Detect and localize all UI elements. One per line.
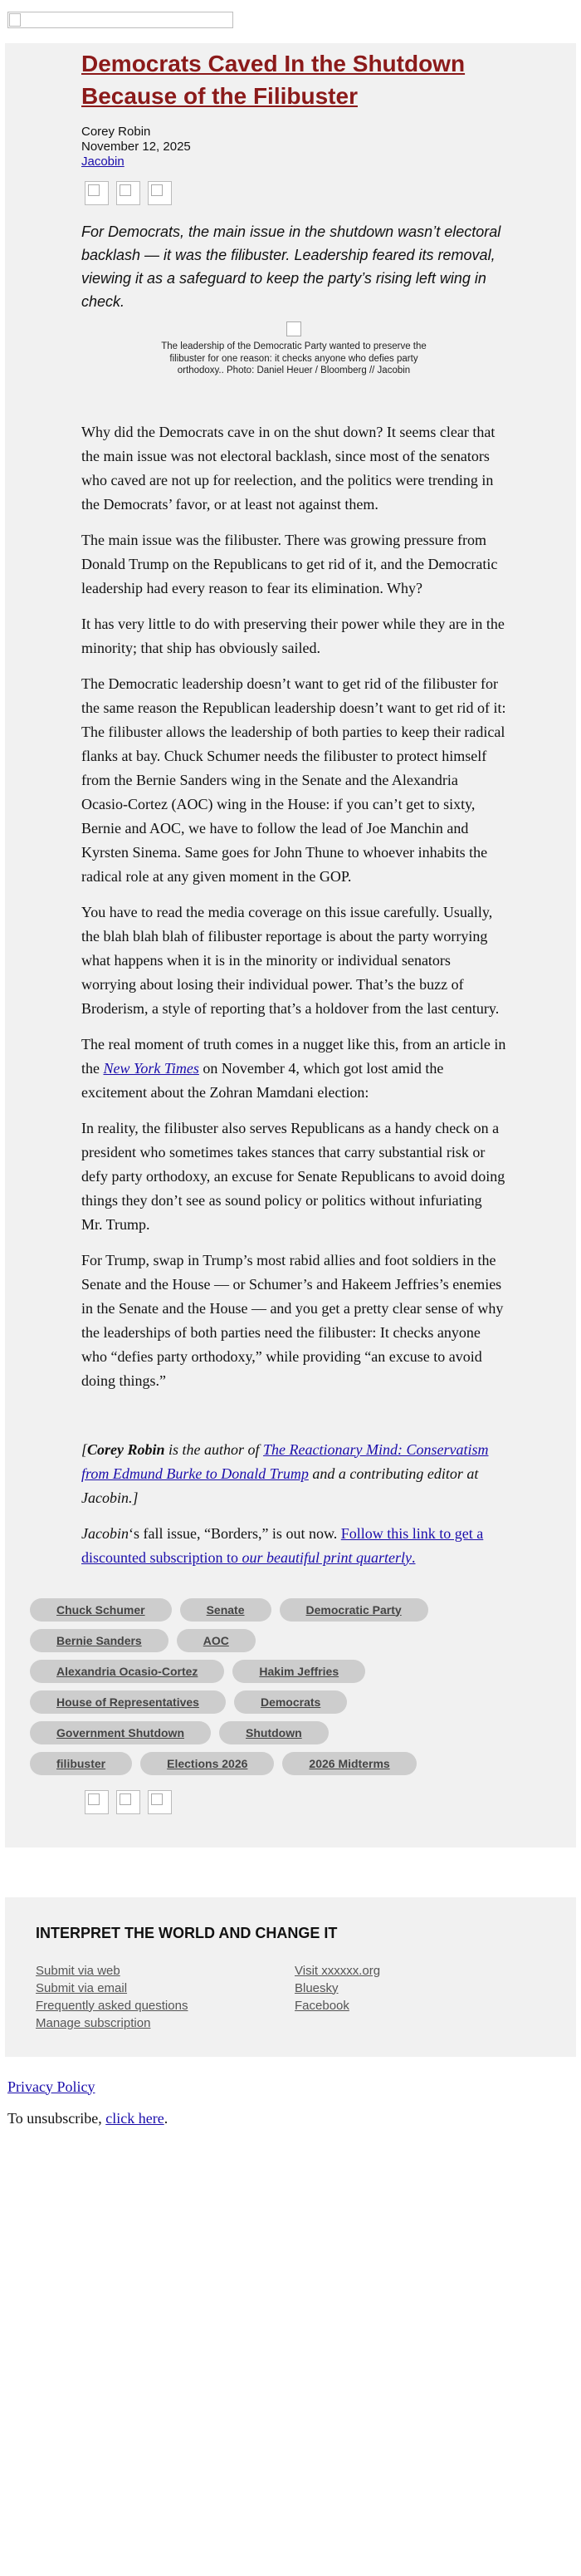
book-link[interactable]: The Reactionary Mind: Conservatism from Edmund Burke to Donald Trump — [81, 1440, 489, 1482]
tag-pill[interactable]: Alexandria Ocasio-Cortez — [30, 1660, 224, 1683]
bio-publication: Jacobin — [81, 1489, 129, 1506]
image-caption: The leadership of the Democratic Party wanted to preserve the filibuster for one reason: it checks anyone who defies party orthodoxy.. Photo: Daniel Heuer / Bloomberg // Jacobin — [161, 341, 427, 375]
paragraph: The Democratic leadership doesn’t want to get rid of the filibuster for the same reason the Republican leadership doesn’t want to get rid of it: The filibuster allows the leadership of both parties to keep their radical flanks at bay. Chuck Schumer needs the filibuster to protect himself from the Bernie Sanders wing in the Senate and the Alexandria Ocasio-Cortez (AOC) wing in the House: if you can’t get to sixty, Bernie and AOC, we have to follow the lead of Joe Manchin and Kyrsten Sinema. Same goes for John Thune to whoever inhabits the radical role at any given moment in the GOP. — [81, 675, 506, 885]
promo-paragraph — [81, 1522, 506, 1570]
paragraph: For Trump, swap in Trump’s most rabid allies and foot soldiers in the Senate and the House — or Schumer’s and Hakeem Jeffries’s enemies in the Senate and the House — and you get a pretty clear sense of why the leaderships of both parties need the filibuster: It checks anyone who “defies party orthodoxy,” while providing “an excuse to avoid doing things.” — [81, 1251, 504, 1389]
publication-link[interactable]: Jacobin — [81, 155, 124, 169]
bluesky-link[interactable]: Bluesky — [295, 1980, 339, 1995]
facebook-link[interactable]: Facebook — [295, 1998, 349, 2013]
unsubscribe-text: To unsubscribe, — [7, 2109, 106, 2127]
footer-heading: INTERPRET THE WORLD AND CHANGE IT — [36, 1924, 338, 1941]
tag-pill[interactable]: Hakim Jeffries — [232, 1660, 365, 1683]
newsletter-footer — [5, 1897, 576, 2057]
lead-figure — [81, 321, 506, 377]
visit-site-link[interactable]: Visit xxxxxx.org — [295, 1963, 381, 1978]
tag-pill[interactable]: Government Shutdown — [30, 1721, 211, 1744]
article-content — [81, 43, 506, 1570]
article-title-link[interactable]: Democrats Caved In the Shutdown Because of the Filibuster — [81, 51, 466, 109]
share-icon[interactable] — [85, 1790, 109, 1814]
share-icon[interactable] — [85, 181, 109, 205]
broken-image-icon — [120, 184, 131, 196]
tag-pill[interactable]: Bernie Sanders — [30, 1629, 168, 1652]
broken-image-icon — [151, 1793, 163, 1805]
share-icon[interactable] — [116, 1790, 140, 1814]
bio-author: Corey Robin — [87, 1440, 165, 1458]
broken-image-icon — [120, 1793, 131, 1805]
broken-image-icon — [9, 13, 21, 27]
author-bio — [81, 1438, 506, 1570]
article-dek: For Democrats, the main issue in the shutdown wasn’t electoral backlash — it was the filibuster. Leadership feared its removal, viewing it as a safeguard to keep the party’s rising left wing in check. — [81, 223, 501, 310]
share-icon[interactable] — [148, 1790, 172, 1814]
paragraph: You have to read the media coverage on this issue carefully. Usually, the blah blah blah of filibuster reportage is about the party worrying what happens when it is in the minority or individual senators worrying about losing their individual power. That’s the buzz of Broderism, a style of reporting that’s a holdover from the last century. — [81, 903, 500, 1017]
subscription-link-text: Follow this link to get a discounted subscription to — [81, 1524, 484, 1566]
paragraph: Why did the Democrats cave in on the shut down? It seems clear that the main issue was not electoral backlash, since most of the senators who caved are not up for reelection, and the politics were trending in the Democrats’ favor, or at least not against them. — [81, 423, 496, 513]
tag-pill[interactable]: filibuster — [30, 1752, 132, 1775]
author-name: Corey Robin — [81, 125, 151, 139]
share-footer-wrap — [81, 1790, 506, 1814]
broken-image-icon — [88, 184, 100, 196]
tag-pill[interactable]: Elections 2026 — [140, 1752, 274, 1775]
logo-image[interactable] — [7, 12, 233, 28]
share-buttons-top — [85, 181, 506, 205]
footer-links-left — [36, 1962, 295, 2032]
header — [0, 0, 581, 32]
bio-text: and a contributing editor at — [308, 1465, 479, 1482]
privacy-section — [7, 2078, 581, 2096]
tag-pill[interactable]: Shutdown — [219, 1721, 329, 1744]
unsubscribe-period: . — [164, 2109, 168, 2127]
lead-image — [286, 321, 301, 336]
bio-paragraph — [81, 1438, 506, 1510]
submit-email-link[interactable]: Submit via email — [36, 1980, 128, 1995]
unsubscribe-section — [7, 2110, 581, 2127]
subscription-link-period: . — [411, 1548, 416, 1566]
article-panel — [5, 43, 576, 1847]
nyt-link-text: New York Times — [103, 1059, 199, 1077]
tag-pill[interactable]: Chuck Schumer — [30, 1598, 172, 1622]
manage-subscription-link[interactable]: Manage subscription — [36, 2015, 151, 2030]
tag-list — [30, 1598, 428, 1775]
paragraph-text: The real moment of truth comes in a nugget like this, from an article in the — [81, 1035, 506, 1077]
tag-pill[interactable]: House of Representatives — [30, 1690, 226, 1714]
share-icon[interactable] — [116, 181, 140, 205]
paragraph-text: on November 4, which got lost amid the excitement about the Zohran Mamdani election: — [81, 1059, 444, 1101]
bio-text: is the author of — [164, 1440, 264, 1458]
paragraph — [81, 1033, 506, 1105]
submit-web-link[interactable]: Submit via web — [36, 1963, 120, 1978]
bracket: .] — [128, 1489, 139, 1506]
paragraph: It has very little to do with preserving their power while they are in the minority; that ship has obviously sailed. — [81, 615, 505, 656]
article-body — [81, 420, 506, 1393]
privacy-policy-link[interactable]: Privacy Policy — [7, 2078, 95, 2095]
promo-publication: Jacobin — [81, 1524, 129, 1542]
footer-links — [36, 1962, 576, 2032]
share-buttons-bottom — [85, 1790, 506, 1814]
blockquote: In reality, the filibuster also serves Republicans as a handy check on a president who sometimes takes stances that carry substantial risk or defy party orthodoxy, an excuse for Senate Republicans to avoid doing things they don’t see as sound policy or politics without infuriating Mr. Trump. — [81, 1119, 505, 1233]
subscription-link-italic: our beautiful print quarterly — [242, 1548, 412, 1566]
article-meta — [81, 125, 506, 169]
publish-date: November 12, 2025 — [81, 140, 191, 154]
bracket: [ — [81, 1440, 88, 1458]
footer-links-right — [295, 1962, 554, 2032]
paragraph: The main issue was the filibuster. There was growing pressure from Donald Trump on the Republicans to get rid of it, and the Democratic leadership had every reason to fear its elimination. Why? — [81, 531, 498, 596]
broken-image-icon — [88, 1793, 100, 1805]
tag-pill[interactable]: Democratic Party — [280, 1598, 428, 1622]
tag-pill[interactable]: 2026 Midterms — [282, 1752, 416, 1775]
tag-pill[interactable]: Senate — [180, 1598, 271, 1622]
promo-text: ‘s fall issue, “Borders,” is out now. — [128, 1524, 341, 1542]
unsubscribe-link[interactable]: click here — [105, 2109, 164, 2127]
nyt-link[interactable] — [104, 1060, 199, 1077]
article-title — [81, 43, 506, 112]
faq-link[interactable]: Frequently asked questions — [36, 1998, 188, 2013]
share-icon[interactable] — [148, 181, 172, 205]
tag-pill[interactable]: AOC — [177, 1629, 256, 1652]
tag-pill[interactable]: Democrats — [234, 1690, 347, 1714]
broken-image-icon — [151, 184, 163, 196]
